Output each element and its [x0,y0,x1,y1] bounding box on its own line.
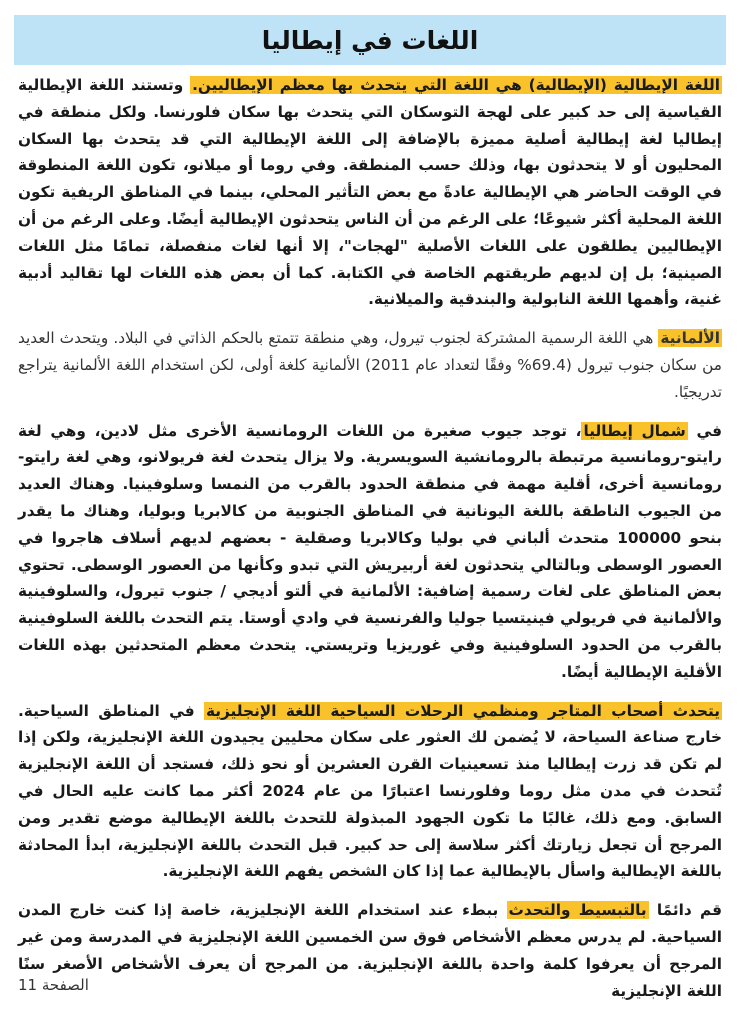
paragraph-prefix: في [687,421,722,440]
paragraph-german [18,325,722,405]
highlight-italian: اللغة الإيطالية (الإيطالية) هي اللغة التي يتحدث بها معظم الإيطاليين. [192,76,720,94]
paragraph-prefix: قم دائمًا [648,901,722,920]
highlight-english: يتحدث أصحاب المتاجر ومنظمي الرحلات السياحية اللغة الإنجليزية [206,701,720,720]
highlight-simplify: بالتبسيط والتحدث [508,901,647,920]
paragraph-text: ، توجد جيوب صغيرة من اللغات الرومانسية الأخرى مثل لادين، وهي لغة رايتو-رومانسية مرتبطة بالرومانشية السويسرية. ولا يزال يتحدث لغة فريولانو، وهي لغة رايتو-رومانسية أخرى، أقلية مهمة في منطقة الحدود بالقرب من النمسا وسلوفينيا. وهناك العديد من الجيوب الناطقة باللغة اليونانية في المناطق الجنوبية من كالابريا وبوليا، وهناك ما يقدر بنحو 100000 متحدث ألباني في بوليا وكالابريا وصقلية - بعضهم لديهم أسلاف هاجروا في العصور الوسطى وبالتالي يتحدثون لغة أربيريش التي تبدو وكأنها من العصور الوسطى. تحتوي بعض المناطق على لغات رسمية إضافية: الألمانية في ألتو أديجي / جنوب تيرول، والسلوفينية والألمانية في فريولي فينيتسيا جوليا والفرنسية في وادي أوستا. يتم التحدث باللغة السلوفينية بالقرب من الحدود السلوفينية وفي غوريزيا وتريستي. يتحدث معظم المتحدثين بهذه اللغات الأقلية الإيطالية أيضًا. [18,421,723,681]
article-body [18,72,722,1016]
page-title: اللغات في إيطاليا [261,25,479,55]
paragraph-italian [18,72,722,313]
page-number: الصفحة 11 [18,976,89,994]
highlight-german: الألمانية [660,329,720,348]
title-banner [14,15,726,65]
paragraph-text: هي اللغة الرسمية المشتركة لجنوب تيرول، وهي منطقة تتمتع بالحكم الذاتي في البلاد. ويتحدث العديد من سكان جنوب تيرول (69.4% وفقًا لتعداد عام 2011) الألمانية كلغة أولى، لكن استخدام اللغة الألمانية يتراجع تدريجيًا. [18,329,722,401]
paragraph-english [18,698,722,886]
highlight-north-italy: شمال إيطاليا [583,421,686,440]
paragraph-simplify [18,897,722,1004]
paragraph-text: ببطء عند استخدام اللغة الإنجليزية، خاصة إذا كنت خارج المدن السياحية. لم يدرس معظم الأشخاص فوق سن الخمسين اللغة الإنجليزية في المدرسة ومن غير المرجح أن يعرفوا كلمة واحدة باللغة الإنجليزية. من المرجح أن يعرف الأشخاص الأصغر سنًا اللغة الإنجليزية [18,901,722,1000]
paragraph-text: في المناطق السياحية. خارج صناعة السياحة، لا يُضمن لك العثور على سكان محليين يجيدون اللغة الإنجليزية، ولكن إذا لم تكن قد زرت إيطاليا منذ تسعينيات القرن العشرين أو نحو ذلك، فستجد أن اللغة الإنجليزية تُتحدث في مدن مثل روما وفلورنسا اعتبارًا من عام 2024 أكثر مما كانت عليه الحال في السابق. ومع ذلك، غالبًا ما تكون الجهود المبذولة للتحدث باللغة الإيطالية موضع تقدير ومن المرجح أن تجعل زيارتك أكثر سلاسة إلى حد كبير. قبل التحدث باللغة الإنجليزية، ابدأ المحادثة باللغة الإيطالية واسأل بالإيطالية عما إذا كان الشخص يفهم اللغة الإنجليزية. [18,701,722,881]
paragraph-north-italy [18,418,722,686]
paragraph-text: وتستند اللغة الإيطالية القياسية إلى حد كبير على لهجة التوسكان التي يتحدث بها سكان فلورنسا. ولكل منطقة في إيطاليا لغة إيطالية أصلية مميزة بالإضافة إلى اللغة الإيطالية التي قد يتحدث بها السكان المحليون أو لا يتحدثون بها، وذلك حسب المنطقة. وفي روما أو ميلانو، تكون اللغة المنطوقة في الوقت الحاضر هي الإيطالية عادةً مع بعض التأثير المحلي، بينما في المناطق الريفية تكون اللغة المحلية أكثر شيوعًا؛ على الرغم من أن الناس يتحدثون الإيطالية أيضًا. وعلى الرغم من أن الإيطاليين يطلقون على اللغات الأصلية "لهجات"، إلا أنها لغات منفصلة، تمامًا مثل اللغات الصينية؛ بل إن لديهم طريقتهم الخاصة في الكتابة. كما أن بعض هذه اللغات لها تقاليد أدبية غنية، وأهمها اللغة النابولية والبندقية والميلانية. [18,76,722,309]
